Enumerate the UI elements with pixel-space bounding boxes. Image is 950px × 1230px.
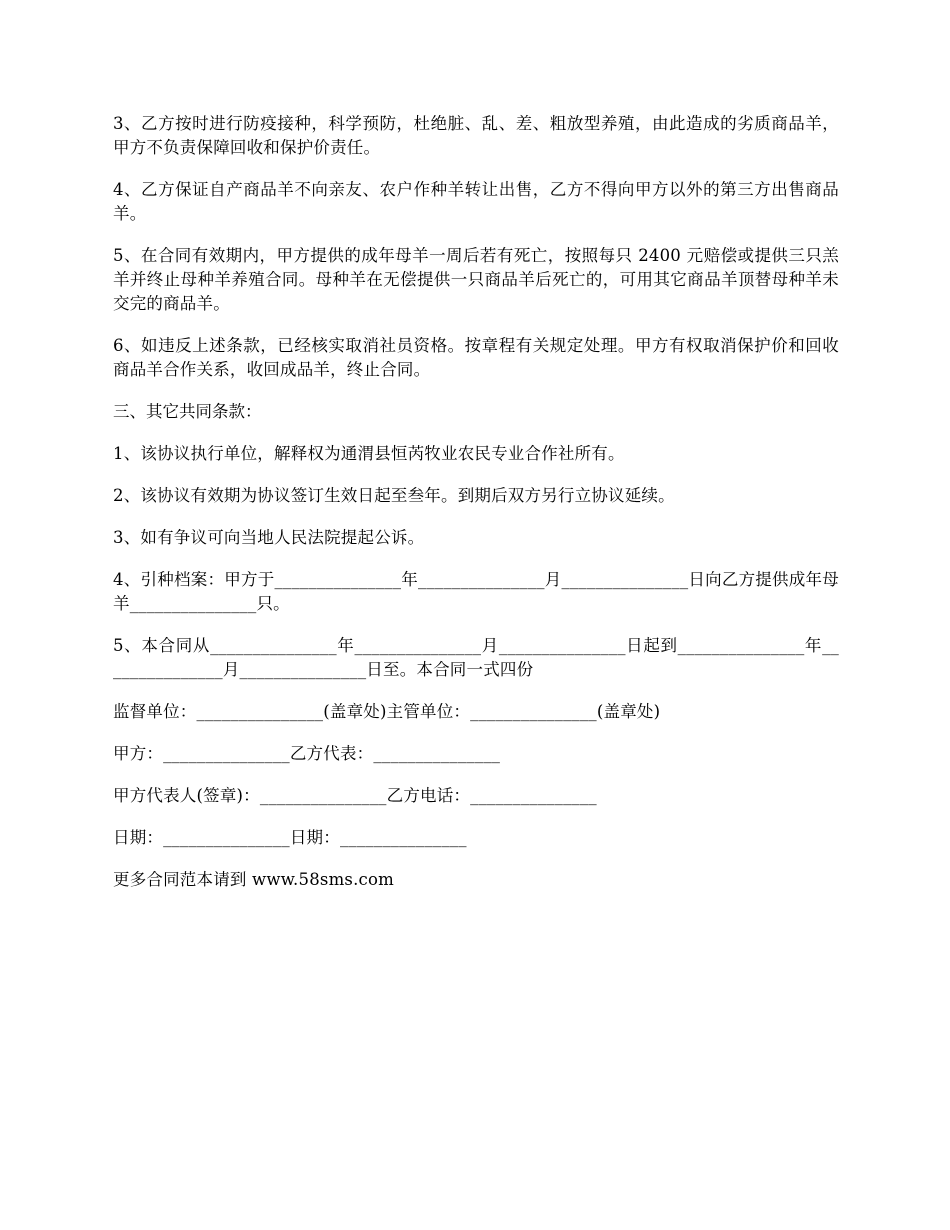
common-clause: 3、如有争议可向当地人民法院提起公诉。 [113,528,425,547]
section-heading: 三、其它共同条款： [113,402,262,421]
document-page [113,112,839,910]
date-signature-line: 日期：_______________日期：_______________ [113,828,467,847]
footer-note: 更多合同范本请到 www.58sms.com [113,870,394,889]
contract-term-clause: 5、本合同从_______________年_______________月_______________日起到_______________年_______________月_______________日至。本合同一式四份 [113,636,839,679]
common-clause: 1、该协议执行单位，解释权为通渭县恒芮牧业农民专业合作社所有。 [113,444,625,463]
common-clause: 2、该协议有效期为协议签订生效日起至叁年。到期后双方另行立协议延续。 [113,486,675,505]
representative-signature-line: 甲方代表人(签章)：_______________乙方电话：_______________ [113,786,597,805]
breeding-record-clause: 4、引种档案：甲方于_______________年_______________月_______________日向乙方提供成年母羊_______________只。 [113,570,839,613]
clause-paragraph: 4、乙方保证自产商品羊不向亲友、农户作种羊转让出售，乙方不得向甲方以外的第三方出售商品羊。 [113,180,839,223]
clause-paragraph: 6、如违反上述条款，已经核实取消社员资格。按章程有关规定处理。甲方有权取消保护价和回收商品羊合作关系，收回成品羊，终止合同。 [113,336,839,379]
parties-signature-line: 甲方：_______________乙方代表：_______________ [113,744,501,763]
supervisor-signature-line: 监督单位：_______________(盖章处)主管单位：_______________(盖章处) [113,702,661,721]
clause-paragraph: 5、在合同有效期内，甲方提供的成年母羊一周后若有死亡，按照每只 2400 元赔偿或提供三只羔羊并终止母种羊养殖合同。母种羊在无偿提供一只商品羊后死亡的，可用其它商品羊顶替母种羊未交完的商品羊。 [113,246,839,313]
clause-paragraph: 3、乙方按时进行防疫接种，科学预防，杜绝脏、乱、差、粗放型养殖，由此造成的劣质商品羊，甲方不负责保障回收和保护价责任。 [113,114,839,157]
